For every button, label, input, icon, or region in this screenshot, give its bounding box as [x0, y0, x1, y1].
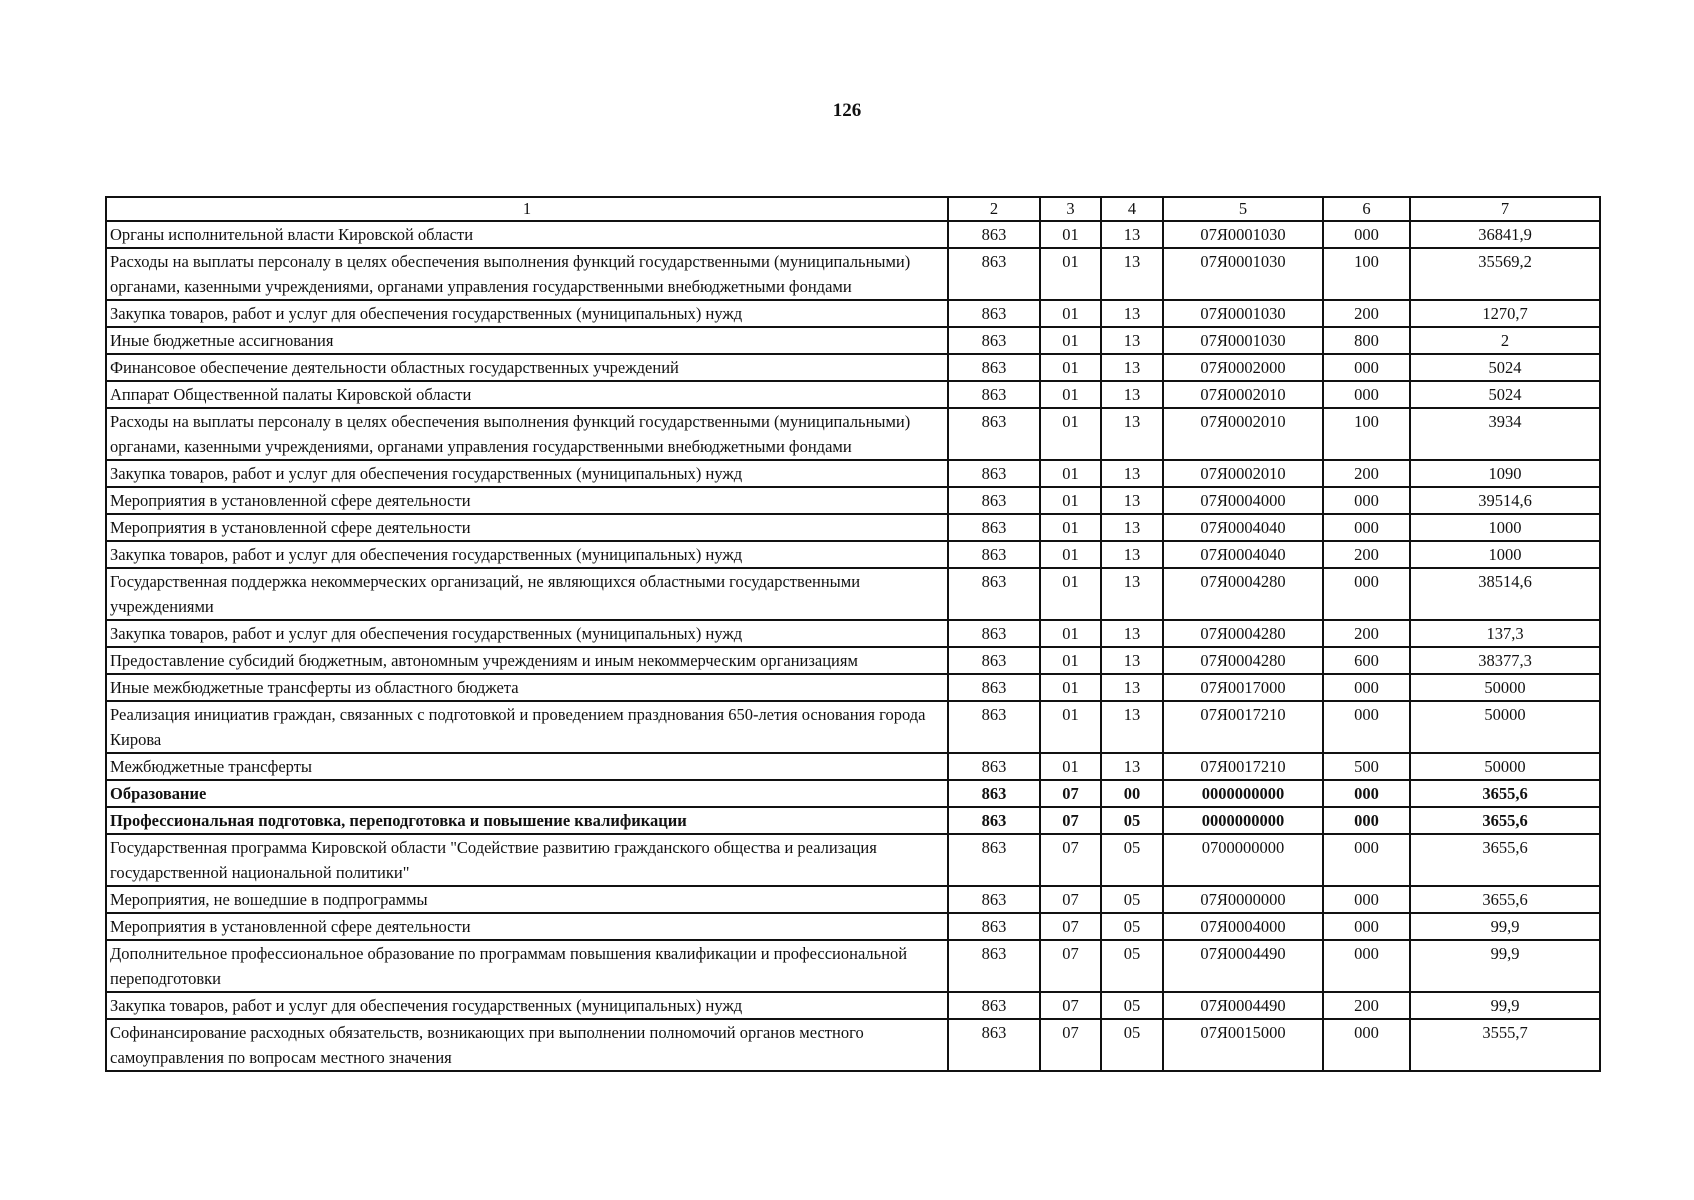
row-col2-cell: 863: [948, 940, 1040, 992]
row-col4-cell: 13: [1101, 354, 1163, 381]
row-col6-cell: 000: [1323, 354, 1410, 381]
row-col5-cell: 07Я0015000: [1163, 1019, 1323, 1071]
header-col-2: 2: [948, 197, 1040, 221]
table-row: [106, 780, 1600, 807]
row-col7-cell: 5024: [1410, 381, 1600, 408]
row-col3-cell: 07: [1040, 1019, 1101, 1071]
row-col3-cell: 07: [1040, 886, 1101, 913]
row-col4-cell: 13: [1101, 327, 1163, 354]
row-col2-cell: 863: [948, 780, 1040, 807]
row-col3-cell: 01: [1040, 674, 1101, 701]
row-col2-cell: 863: [948, 807, 1040, 834]
header-col-3: 3: [1040, 197, 1101, 221]
row-col5-cell: 07Я0004280: [1163, 568, 1323, 620]
row-col4-cell: 00: [1101, 780, 1163, 807]
row-col2-cell: 863: [948, 248, 1040, 300]
header-col-4: 4: [1101, 197, 1163, 221]
row-name-cell: Межбюджетные трансферты: [106, 753, 948, 780]
row-col7-cell: 3655,6: [1410, 807, 1600, 834]
table-body: [106, 221, 1600, 1071]
row-col4-cell: 13: [1101, 514, 1163, 541]
row-col6-cell: 200: [1323, 300, 1410, 327]
table-row: [106, 886, 1600, 913]
row-col4-cell: 13: [1101, 568, 1163, 620]
row-col2-cell: 863: [948, 701, 1040, 753]
row-col4-cell: 13: [1101, 381, 1163, 408]
row-col2-cell: 863: [948, 568, 1040, 620]
row-name-cell: Органы исполнительной власти Кировской области: [106, 221, 948, 248]
row-col2-cell: 863: [948, 834, 1040, 886]
table-row: [106, 327, 1600, 354]
row-col2-cell: 863: [948, 300, 1040, 327]
row-col4-cell: 13: [1101, 408, 1163, 460]
row-name-cell: Софинансирование расходных обязательств, возникающих при выполнении полномочий органов местного самоуправления по вопросам местного значения: [106, 1019, 948, 1071]
row-col5-cell: 07Я0004280: [1163, 647, 1323, 674]
row-col5-cell: 07Я0004490: [1163, 940, 1323, 992]
row-col7-cell: 137,3: [1410, 620, 1600, 647]
row-col5-cell: 07Я0001030: [1163, 221, 1323, 248]
row-name-cell: Закупка товаров, работ и услуг для обеспечения государственных (муниципальных) нужд: [106, 992, 948, 1019]
table-row: [106, 620, 1600, 647]
row-name-cell: Закупка товаров, работ и услуг для обеспечения государственных (муниципальных) нужд: [106, 460, 948, 487]
row-col5-cell: 07Я0004280: [1163, 620, 1323, 647]
row-name-cell: Мероприятия, не вошедшие в подпрограммы: [106, 886, 948, 913]
row-name-cell: Расходы на выплаты персоналу в целях обеспечения выполнения функций государственными (муниципальными) органами, казенными учреждениями, органами управления государственными внебюджетными фондами: [106, 248, 948, 300]
row-name-cell: Мероприятия в установленной сфере деятельности: [106, 913, 948, 940]
row-col2-cell: 863: [948, 992, 1040, 1019]
row-col2-cell: 863: [948, 514, 1040, 541]
row-col4-cell: 13: [1101, 541, 1163, 568]
row-col3-cell: 01: [1040, 327, 1101, 354]
row-col4-cell: 05: [1101, 834, 1163, 886]
row-col7-cell: 38514,6: [1410, 568, 1600, 620]
row-col6-cell: 000: [1323, 221, 1410, 248]
table-row: [106, 647, 1600, 674]
table-row: [106, 940, 1600, 992]
row-col2-cell: 863: [948, 647, 1040, 674]
row-col5-cell: 0000000000: [1163, 780, 1323, 807]
row-col7-cell: 2: [1410, 327, 1600, 354]
row-col5-cell: 07Я0004040: [1163, 541, 1323, 568]
row-col5-cell: 07Я0000000: [1163, 886, 1323, 913]
row-col5-cell: 07Я0004000: [1163, 913, 1323, 940]
row-col6-cell: 000: [1323, 913, 1410, 940]
row-col5-cell: 07Я0017000: [1163, 674, 1323, 701]
table-row: [106, 992, 1600, 1019]
row-col7-cell: 99,9: [1410, 940, 1600, 992]
row-col7-cell: 1090: [1410, 460, 1600, 487]
table-row: [106, 300, 1600, 327]
row-col2-cell: 863: [948, 327, 1040, 354]
row-col3-cell: 01: [1040, 753, 1101, 780]
table-row: [106, 568, 1600, 620]
row-col7-cell: 3655,6: [1410, 834, 1600, 886]
row-col7-cell: 36841,9: [1410, 221, 1600, 248]
row-col2-cell: 863: [948, 620, 1040, 647]
table-row: [106, 807, 1600, 834]
row-col3-cell: 01: [1040, 460, 1101, 487]
row-col4-cell: 13: [1101, 460, 1163, 487]
row-name-cell: Предоставление субсидий бюджетным, автономным учреждениям и иным некоммерческим организациям: [106, 647, 948, 674]
table-header-row: [106, 197, 1600, 221]
row-col3-cell: 07: [1040, 780, 1101, 807]
row-col7-cell: 50000: [1410, 674, 1600, 701]
row-col2-cell: 863: [948, 460, 1040, 487]
row-col7-cell: 5024: [1410, 354, 1600, 381]
table-row: [106, 541, 1600, 568]
row-col3-cell: 01: [1040, 300, 1101, 327]
table-row: [106, 408, 1600, 460]
row-col5-cell: 07Я0001030: [1163, 248, 1323, 300]
row-col3-cell: 01: [1040, 248, 1101, 300]
row-name-cell: Реализация инициатив граждан, связанных с подготовкой и проведением празднования 650-летия основания города Кирова: [106, 701, 948, 753]
row-name-cell: Закупка товаров, работ и услуг для обеспечения государственных (муниципальных) нужд: [106, 541, 948, 568]
row-col6-cell: 100: [1323, 408, 1410, 460]
row-col6-cell: 000: [1323, 381, 1410, 408]
row-col4-cell: 13: [1101, 300, 1163, 327]
row-name-cell: Государственная поддержка некоммерческих организаций, не являющихся областными государственными учреждениями: [106, 568, 948, 620]
row-col7-cell: 3555,7: [1410, 1019, 1600, 1071]
table-row: [106, 674, 1600, 701]
header-col-5: 5: [1163, 197, 1323, 221]
table-row: [106, 221, 1600, 248]
table-row: [106, 1019, 1600, 1071]
header-col-7: 7: [1410, 197, 1600, 221]
page-number: 126: [832, 100, 862, 121]
row-col3-cell: 07: [1040, 992, 1101, 1019]
row-col2-cell: 863: [948, 541, 1040, 568]
row-col3-cell: 07: [1040, 834, 1101, 886]
row-col6-cell: 000: [1323, 487, 1410, 514]
row-col7-cell: 39514,6: [1410, 487, 1600, 514]
row-col7-cell: 35569,2: [1410, 248, 1600, 300]
table-row: [106, 487, 1600, 514]
row-col3-cell: 07: [1040, 807, 1101, 834]
row-col7-cell: 50000: [1410, 753, 1600, 780]
row-col7-cell: 1000: [1410, 514, 1600, 541]
row-col4-cell: 13: [1101, 221, 1163, 248]
row-col7-cell: 1000: [1410, 541, 1600, 568]
row-col3-cell: 07: [1040, 913, 1101, 940]
header-col-1: 1: [106, 197, 948, 221]
row-col3-cell: 01: [1040, 487, 1101, 514]
table-row: [106, 753, 1600, 780]
row-name-cell: Иные бюджетные ассигнования: [106, 327, 948, 354]
row-col6-cell: 000: [1323, 1019, 1410, 1071]
row-col6-cell: 100: [1323, 248, 1410, 300]
row-col2-cell: 863: [948, 913, 1040, 940]
row-col4-cell: 13: [1101, 701, 1163, 753]
table-row: [106, 248, 1600, 300]
row-col2-cell: 863: [948, 354, 1040, 381]
row-col2-cell: 863: [948, 753, 1040, 780]
row-col3-cell: 01: [1040, 381, 1101, 408]
row-col4-cell: 05: [1101, 992, 1163, 1019]
row-col3-cell: 01: [1040, 568, 1101, 620]
table-row: [106, 381, 1600, 408]
row-name-cell: Финансовое обеспечение деятельности областных государственных учреждений: [106, 354, 948, 381]
row-col4-cell: 13: [1101, 647, 1163, 674]
row-col3-cell: 01: [1040, 221, 1101, 248]
row-name-cell: Образование: [106, 780, 948, 807]
row-col3-cell: 01: [1040, 541, 1101, 568]
table-row: [106, 514, 1600, 541]
row-col3-cell: 01: [1040, 620, 1101, 647]
row-col5-cell: 07Я0017210: [1163, 701, 1323, 753]
row-col4-cell: 13: [1101, 620, 1163, 647]
row-col5-cell: 0700000000: [1163, 834, 1323, 886]
row-col7-cell: 3934: [1410, 408, 1600, 460]
row-name-cell: Закупка товаров, работ и услуг для обеспечения государственных (муниципальных) нужд: [106, 300, 948, 327]
row-col6-cell: 200: [1323, 460, 1410, 487]
row-col3-cell: 01: [1040, 701, 1101, 753]
row-col2-cell: 863: [948, 886, 1040, 913]
row-col6-cell: 200: [1323, 992, 1410, 1019]
row-col4-cell: 05: [1101, 940, 1163, 992]
row-col7-cell: 99,9: [1410, 913, 1600, 940]
table-row: [106, 354, 1600, 381]
row-col7-cell: 99,9: [1410, 992, 1600, 1019]
table-row: [106, 460, 1600, 487]
row-col5-cell: 07Я0004040: [1163, 514, 1323, 541]
row-col5-cell: 07Я0004490: [1163, 992, 1323, 1019]
table-row: [106, 834, 1600, 886]
row-col4-cell: 05: [1101, 913, 1163, 940]
row-col2-cell: 863: [948, 381, 1040, 408]
row-name-cell: Расходы на выплаты персоналу в целях обеспечения выполнения функций государственными (муниципальными) органами, казенными учреждениями, органами управления государственными внебюджетными фондами: [106, 408, 948, 460]
row-col6-cell: 500: [1323, 753, 1410, 780]
row-col4-cell: 05: [1101, 886, 1163, 913]
row-col6-cell: 800: [1323, 327, 1410, 354]
row-name-cell: Закупка товаров, работ и услуг для обеспечения государственных (муниципальных) нужд: [106, 620, 948, 647]
row-col2-cell: 863: [948, 487, 1040, 514]
row-col4-cell: 13: [1101, 674, 1163, 701]
row-col7-cell: 38377,3: [1410, 647, 1600, 674]
row-col6-cell: 000: [1323, 834, 1410, 886]
row-col4-cell: 05: [1101, 807, 1163, 834]
row-col5-cell: 07Я0004000: [1163, 487, 1323, 514]
row-col7-cell: 1270,7: [1410, 300, 1600, 327]
row-col3-cell: 01: [1040, 408, 1101, 460]
row-col6-cell: 000: [1323, 807, 1410, 834]
row-col6-cell: 000: [1323, 514, 1410, 541]
row-name-cell: Иные межбюджетные трансферты из областного бюджета: [106, 674, 948, 701]
row-name-cell: Государственная программа Кировской области "Содействие развитию гражданского общества и реализация государственной национальной политики": [106, 834, 948, 886]
row-col5-cell: 07Я0002000: [1163, 354, 1323, 381]
row-col2-cell: 863: [948, 408, 1040, 460]
row-col2-cell: 863: [948, 1019, 1040, 1071]
row-col6-cell: 000: [1323, 674, 1410, 701]
row-col5-cell: 07Я0001030: [1163, 327, 1323, 354]
row-name-cell: Дополнительное профессиональное образование по программам повышения квалификации и профессиональной переподготовки: [106, 940, 948, 992]
row-col3-cell: 07: [1040, 940, 1101, 992]
row-col4-cell: 13: [1101, 753, 1163, 780]
row-col5-cell: 07Я0002010: [1163, 408, 1323, 460]
row-col6-cell: 000: [1323, 568, 1410, 620]
row-col6-cell: 200: [1323, 620, 1410, 647]
budget-table: [105, 196, 1601, 1072]
row-col5-cell: 07Я0002010: [1163, 460, 1323, 487]
table-row: [106, 913, 1600, 940]
row-col5-cell: 07Я0017210: [1163, 753, 1323, 780]
header-col-6: 6: [1323, 197, 1410, 221]
row-col5-cell: 07Я0002010: [1163, 381, 1323, 408]
row-col5-cell: 07Я0001030: [1163, 300, 1323, 327]
row-col2-cell: 863: [948, 221, 1040, 248]
row-col3-cell: 01: [1040, 354, 1101, 381]
row-col2-cell: 863: [948, 674, 1040, 701]
row-col7-cell: 3655,6: [1410, 886, 1600, 913]
row-col6-cell: 000: [1323, 886, 1410, 913]
row-col4-cell: 05: [1101, 1019, 1163, 1071]
table-row: [106, 701, 1600, 753]
row-name-cell: Аппарат Общественной палаты Кировской области: [106, 381, 948, 408]
row-col4-cell: 13: [1101, 248, 1163, 300]
row-col5-cell: 0000000000: [1163, 807, 1323, 834]
row-name-cell: Мероприятия в установленной сфере деятельности: [106, 514, 948, 541]
row-name-cell: Профессиональная подготовка, переподготовка и повышение квалификации: [106, 807, 948, 834]
row-col7-cell: 50000: [1410, 701, 1600, 753]
row-col7-cell: 3655,6: [1410, 780, 1600, 807]
row-col6-cell: 600: [1323, 647, 1410, 674]
row-col3-cell: 01: [1040, 514, 1101, 541]
row-name-cell: Мероприятия в установленной сфере деятельности: [106, 487, 948, 514]
row-col3-cell: 01: [1040, 647, 1101, 674]
row-col6-cell: 000: [1323, 780, 1410, 807]
row-col6-cell: 000: [1323, 701, 1410, 753]
row-col4-cell: 13: [1101, 487, 1163, 514]
row-col6-cell: 200: [1323, 541, 1410, 568]
row-col6-cell: 000: [1323, 940, 1410, 992]
